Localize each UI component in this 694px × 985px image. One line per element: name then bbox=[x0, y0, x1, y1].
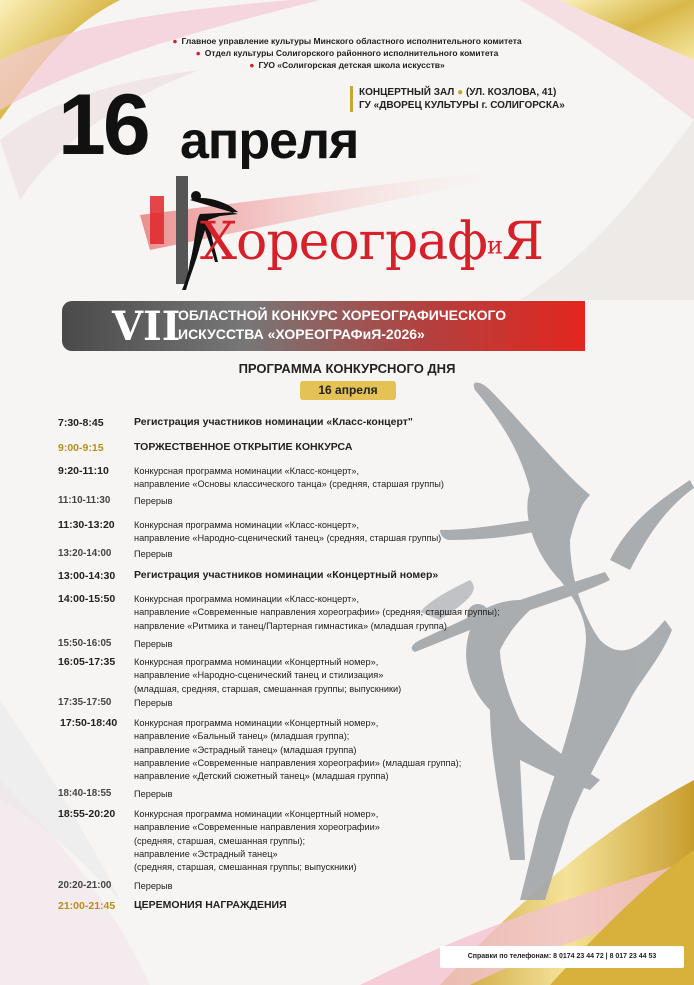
schedule-time: 20:20-21:00 bbox=[58, 880, 112, 891]
schedule-description: Конкурсная программа номинации «Концертный номер», bbox=[134, 809, 379, 819]
schedule-time: 9:00-9:15 bbox=[58, 442, 104, 454]
schedule-description: Конкурсная программа номинации «Класс-концерт», bbox=[134, 520, 360, 530]
schedule-description: Конкурсная программа номинации «Класс-концерт», bbox=[134, 466, 360, 476]
logo-wordmark bbox=[200, 212, 543, 272]
bullet-icon: ● bbox=[172, 36, 178, 46]
schedule-description: Конкурсная программа номинации «Концертный номер», bbox=[134, 718, 379, 728]
schedule-description: Конкурсная программа номинации «Концертный номер», bbox=[134, 657, 379, 667]
schedule-time: 16:05-17:35 bbox=[58, 656, 116, 668]
bullet-icon: ● bbox=[195, 48, 201, 58]
contest-edition-number: VII bbox=[112, 303, 181, 350]
schedule-break: Перерыв bbox=[134, 881, 173, 891]
date-month: апреля bbox=[180, 112, 359, 170]
schedule-time: 11:10-11:30 bbox=[58, 495, 111, 506]
venue-address: (УЛ. КОЗЛОВА, 41) bbox=[465, 87, 557, 98]
schedule-time: 14:00-15:50 bbox=[58, 593, 116, 605]
schedule-time: 15:50-16:05 bbox=[58, 638, 112, 649]
schedule-time: 7:30-8:45 bbox=[58, 417, 104, 429]
schedule-time: 9:20-11:10 bbox=[58, 465, 109, 477]
schedule-time: 17:35-17:50 bbox=[58, 697, 112, 708]
schedule-break: Перерыв bbox=[134, 789, 173, 799]
schedule-time: 13:00-14:30 bbox=[58, 570, 116, 582]
schedule-description: направление «Народно-сценический танец и стилизация» bbox=[134, 670, 384, 681]
schedule-description: Конкурсная программа номинации «Класс-концерт», bbox=[134, 594, 360, 604]
bullet-icon: ● bbox=[457, 87, 464, 98]
schedule-description: (средняя, старшая, смешанная группы); bbox=[134, 835, 306, 846]
schedule-time: 18:55-20:20 bbox=[58, 808, 116, 820]
venue-name: ГУ «ДВОРЕЦ КУЛЬТУРЫ г. СОЛИГОРСКА» bbox=[359, 100, 565, 111]
schedule-description: (средняя, старшая, смешанная группы; выпускники) bbox=[134, 862, 357, 873]
schedule-description: ЦЕРЕМОНИЯ НАГРАЖДЕНИЯ bbox=[134, 899, 287, 911]
logo-part-1: Хореограф bbox=[200, 212, 487, 272]
schedule-description: Регистрация участников номинации «Концертный номер» bbox=[134, 569, 439, 581]
organizers-block bbox=[0, 35, 694, 71]
bullet-icon: ● bbox=[249, 60, 255, 70]
schedule-description: направление «Бальный танец» (младшая группа); bbox=[134, 731, 350, 742]
schedule-description: ТОРЖЕСТВЕННОЕ ОТКРЫТИЕ КОНКУРСА bbox=[134, 441, 353, 453]
schedule-description: направление «Основы классического танца» (средняя, старшая группы) bbox=[134, 479, 444, 490]
schedule-description: направление «Современные направления хореографии» (средняя, старшая группы); bbox=[134, 607, 500, 618]
schedule-break: Перерыв bbox=[134, 639, 173, 649]
schedule-time: 21:00-21:45 bbox=[58, 900, 116, 912]
organizer-1: Главное управление культуры Минского областного исполнительного комитета bbox=[181, 36, 522, 46]
venue-hall: КОНЦЕРТНЫЙ ЗАЛ bbox=[359, 87, 455, 98]
schedule-description: направление «Народно-сценический танец» (средняя, старшая группы) bbox=[134, 533, 442, 544]
schedule-description: направление «Современные направления хореографии» bbox=[134, 822, 380, 833]
program-title: ПРОГРАММА КОНКУРСНОГО ДНЯ bbox=[238, 361, 456, 376]
venue-block bbox=[350, 86, 565, 112]
phone-contacts: Справки по телефонам: 8 0174 23 44 72 | 8 017 23 44 53 bbox=[440, 946, 684, 968]
schedule-time: 11:30-13:20 bbox=[58, 519, 115, 531]
schedule-description: направление «Эстрадный танец» (младшая группа) bbox=[134, 744, 357, 755]
program-date-badge: 16 апреля bbox=[300, 381, 396, 400]
schedule-time: 13:20-14:00 bbox=[58, 548, 112, 559]
contest-title bbox=[178, 306, 506, 344]
schedule-break: Перерыв bbox=[134, 496, 173, 506]
schedule-break: Перерыв bbox=[134, 549, 173, 559]
contest-title-line-2: ИСКУССТВА «ХОРЕОГРАФиЯ-2026» bbox=[178, 326, 425, 342]
schedule-description: направление «Эстрадный танец» bbox=[134, 848, 278, 859]
organizer-3: ГУО «Солигорская детская школа искусств» bbox=[258, 60, 445, 70]
schedule-description: Регистрация участников номинации «Класс-концерт" bbox=[134, 416, 413, 428]
schedule-description: направление «Детский сюжетный танец» (младшая группа) bbox=[134, 771, 389, 782]
contest-title-line-1: ОБЛАСТНОЙ КОНКУРС ХОРЕОГРАФИЧЕСКОГО bbox=[178, 307, 507, 323]
schedule-time: 18:40-18:55 bbox=[58, 788, 112, 799]
organizer-2: Отдел культуры Солигорского районного исполнительного комитета bbox=[204, 48, 499, 58]
logo-part-3: Я bbox=[501, 212, 543, 272]
schedule-description: (младшая, средняя, старшая, смешанная группы; выпускники) bbox=[134, 683, 402, 694]
date-day: 16 bbox=[58, 77, 148, 173]
schedule-description: направление «Современные направления хореографии» (младшая группа); bbox=[134, 757, 462, 768]
schedule-break: Перерыв bbox=[134, 698, 173, 708]
logo-part-2: и bbox=[486, 231, 502, 260]
schedule-description: напрвление «Ритмика и танец/Партерная гимнастика» (младшая группа) bbox=[134, 620, 447, 631]
schedule-time: 17:50-18:40 bbox=[60, 717, 118, 729]
